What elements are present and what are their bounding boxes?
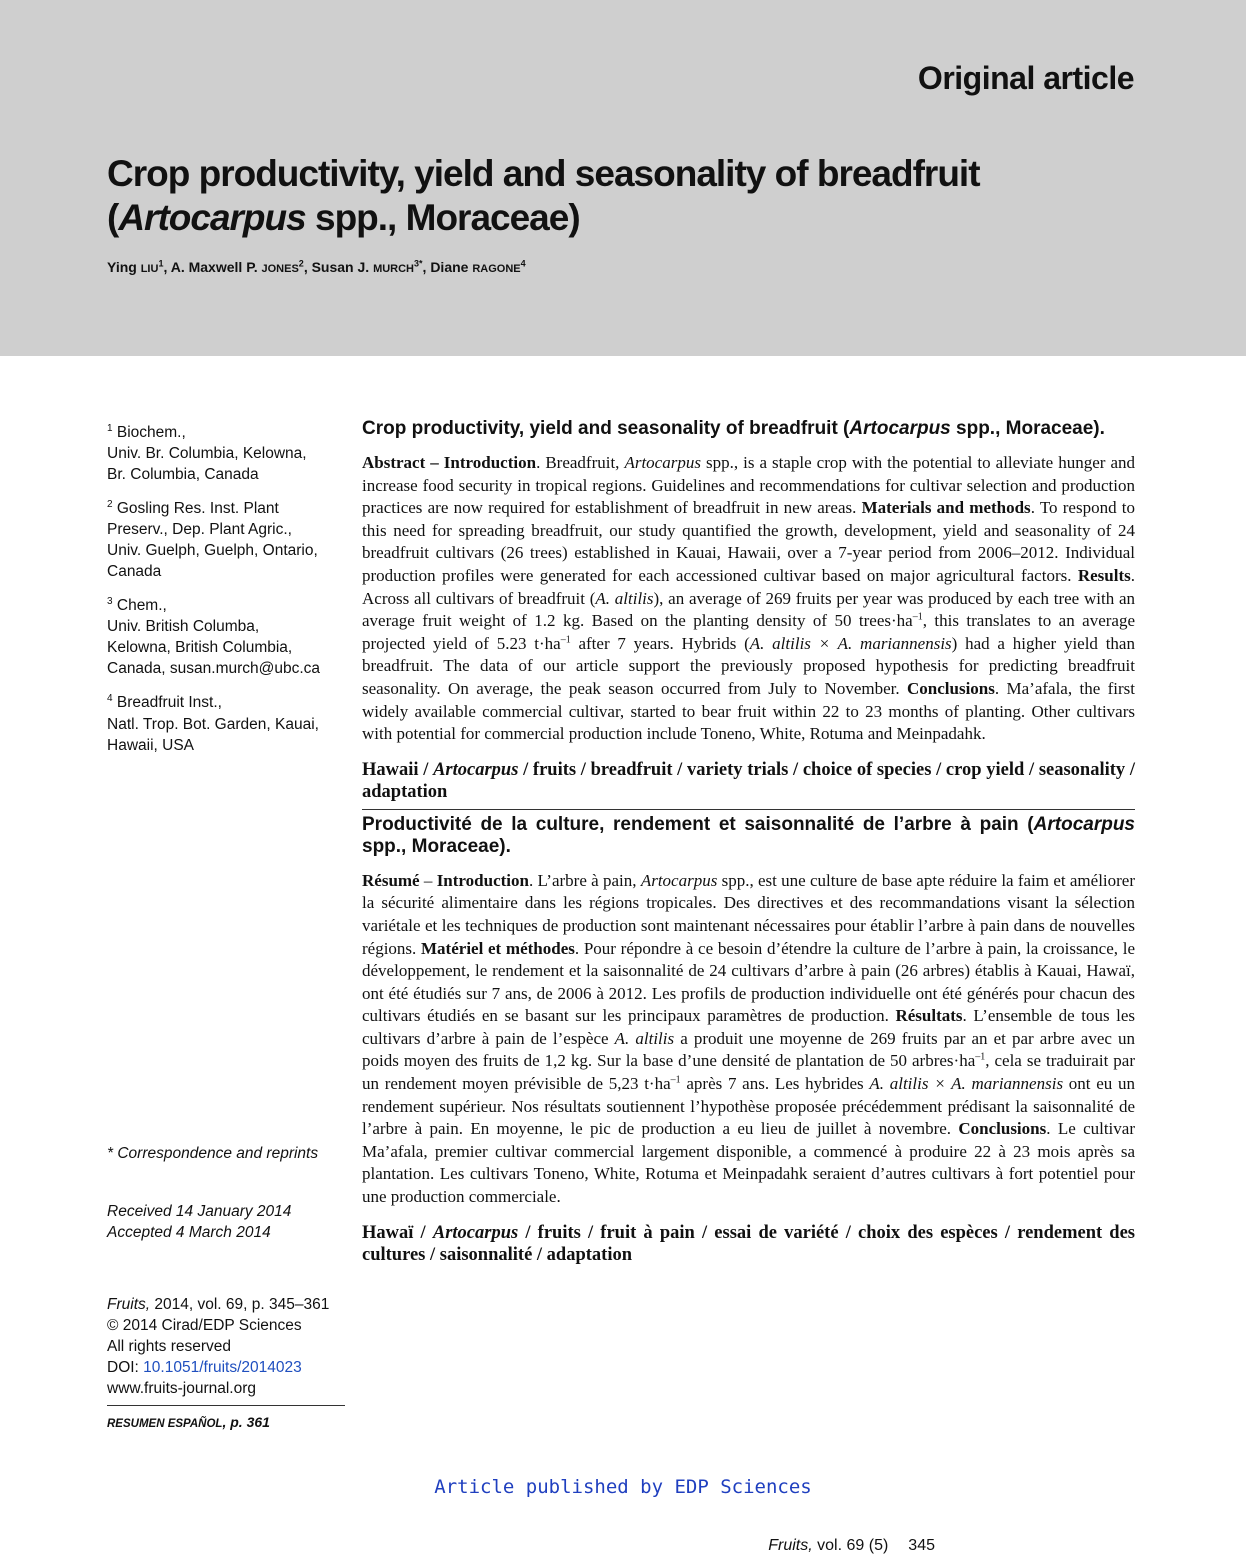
- author: Diane RAGONE$^4$: [430, 258, 526, 275]
- publisher-note[interactable]: Article published by EDP Sciences: [434, 1476, 812, 1498]
- correspondence-note: * Correspondence and reprints: [107, 1145, 319, 1162]
- title-banner: [0, 0, 1246, 356]
- affiliation: $^1$ Biochem., Univ. Br. Columbia, Kelowna, Br. Columbia, Canada: [107, 423, 307, 484]
- dates: [107, 1201, 347, 1243]
- received-date: Received 14 January 2014: [107, 1203, 292, 1220]
- french-title: Productivité de la culture, rendement et saisonnalité de l’arbre à pain (Artocarpus spp., Moraceae).: [362, 813, 1135, 857]
- author: Ying LIU$^1$,: [107, 258, 171, 275]
- journal-website: www.fruits-journal.org: [107, 1380, 257, 1397]
- author-list: [107, 258, 526, 275]
- main-content: [362, 418, 1135, 1266]
- article-type: Original article: [917, 60, 1134, 96]
- french-abstract: Résumé – Introduction. L’arbre à pain, Artocarpus spp., est une culture de base apte réduire la faim et améliorer la sécurité alimentaire dans les régions tropicales. Des directives et des recommandations visant la sélection variétale et les techniques de production sont maintenant nécessaires pour établir l’arbre à pain dans de nouvelles régions. Matériel et méthodes. Pour répondre à ce besoin d’étendre la culture de l’arbre à pain, la croissance, le développement, le rendement et la saisonnalité de 24 cultivars d’arbre à pain (26 arbres) établis à Kauai, Hawaï, ont été étudiés sur 7 ans, de 2006 à 2012. Les profils de production individuelle ont été générés pour chacun des cultivars étudiés en se basant sur les principaux paramètres de production. Résultats. L’ensemble de tous les cultivars d’arbre à pain de l’espèce A. altilis a produit une moyenne de 269 fruits par an et par arbre avec un poids moyen des fruits de 1,2 kg. Sur la base d’une densité de plantation de 50 $arbres\cdot ha^{-1}$, cela se traduirait par un rendement moyen prévisible de 5,23 $t\cdot ha^{-1}$ après 7 ans. Les hybrides A. altilis × A. mariannensis ont eu un rendement supérieur. Nos résultats soutiennent l’hypothèse proposée précédemment prédisant la saisonnalité de l’arbre à pain. En moyenne, le pic de production a eu lieu de juillet à novembre. Conclusions. Le cultivar Ma’afala, premier cultivar commercial largement disponible, a commencé à produire 22 à 23 mois après sa plantation. Les cultivars Toneno, White, Rotuma et Meinpadahk seraient d’autres cultivars à fort potentiel pour une production commerciale.: [362, 870, 1136, 1207]
- title-text: Crop productivity, yield and seasonality of breadfruit (: [107, 153, 980, 238]
- page-footer: Fruits, vol. 69 (5) 345: [768, 1537, 935, 1554]
- english-title: Crop productivity, yield and seasonality of breadfruit (Artocarpus spp., Moraceae).: [362, 418, 1105, 439]
- copyright: © 2014 Cirad/EDP Sciences: [107, 1317, 302, 1334]
- title-text-end: spp., Moraceae): [305, 197, 580, 238]
- author: Susan J. $MURCH^{3*}$,: [311, 258, 431, 275]
- accepted-date: Accepted 4 March 2014: [107, 1224, 271, 1241]
- affiliation: $^2$ Gosling Res. Inst. Plant Preserv., Dep. Plant Agric., Univ. Guelph, Guelph, Ontario, Canada: [107, 499, 318, 581]
- affiliation: $^4$ Breadfruit Inst., Natl. Trop. Bot. Garden, Kauai, Hawaii, USA: [107, 693, 319, 754]
- page-number: 345: [908, 1537, 935, 1554]
- english-abstract: Abstract – Introduction. Breadfruit, Artocarpus spp., is a staple crop with the potential to alleviate hunger and increase food security in tropical regions. Guidelines and recommendations for cultivar selection and production practices are now required for establishment of breadfruit in new areas. Materials and methods. To respond to this need for spreading breadfruit, our study quantified the growth, development, yield and seasonality of 24 breadfruit cultivars (26 trees) established in Kauai, Hawaii, over a 7-year period from 2006–2012. Individual production profiles were generated for each accessioned cultivar based on major agricultural factors. Results. Across all cultivars of breadfruit (A. altilis), an average of 269 fruits per year was produced by each tree with an average fruit weight of 1.2 kg. Based on the planting density of 50 $trees\cdot ha^{-1}$, this translates to an average projected yield of 5.23 $t\cdot ha^{-1}$ after 7 years. Hybrids (A. altilis × A. mariannensis) had a higher yield than breadfruit. The data of our article support the previously proposed hypothesis for predicting breadfruit seasonality. On average, the peak season occurred from July to November. Conclusions. Ma’afala, the first widely available commercial cultivar, started to bear fruit within 22 to 23 months of planting. Other cultivars with potential for commercial production include Toneno, White, Rotuma and Meinpadahk.: [362, 453, 1136, 744]
- publication-info: [107, 1294, 345, 1435]
- affiliation: $^3$ Chem., Univ. British Columba, Kelowna, British Columbia, Canada, susan.murch@ubc.ca: [107, 596, 321, 678]
- affiliations: [107, 418, 347, 765]
- spanish-summary-ref: RESUMEN ESPAÑOL, p. 361: [107, 1405, 345, 1435]
- rights: All rights reserved: [107, 1338, 232, 1355]
- doi: DOI: 10.1051/fruits/2014023: [107, 1359, 302, 1376]
- author: A. Maxwell P. JONES$^2$,: [170, 258, 312, 275]
- section-divider: [362, 809, 1135, 858]
- doi-link[interactable]: 10.1051/fruits/2014023: [143, 1359, 302, 1376]
- title-genus: Artocarpus: [118, 197, 306, 238]
- citation: Fruits, 2014, vol. 69, p. 345–361: [107, 1296, 330, 1313]
- page-title: [107, 152, 1137, 240]
- french-keywords: Hawaï / Artocarpus / fruits / fruit à pain / essai de variété / choix des espèces / rendement des cultures / saisonnalité / adaptation: [362, 1222, 1136, 1265]
- english-keywords: Hawaii / Artocarpus / fruits / breadfruit / variety trials / choice of species / crop yield / seasonality / adaptation: [362, 759, 1135, 802]
